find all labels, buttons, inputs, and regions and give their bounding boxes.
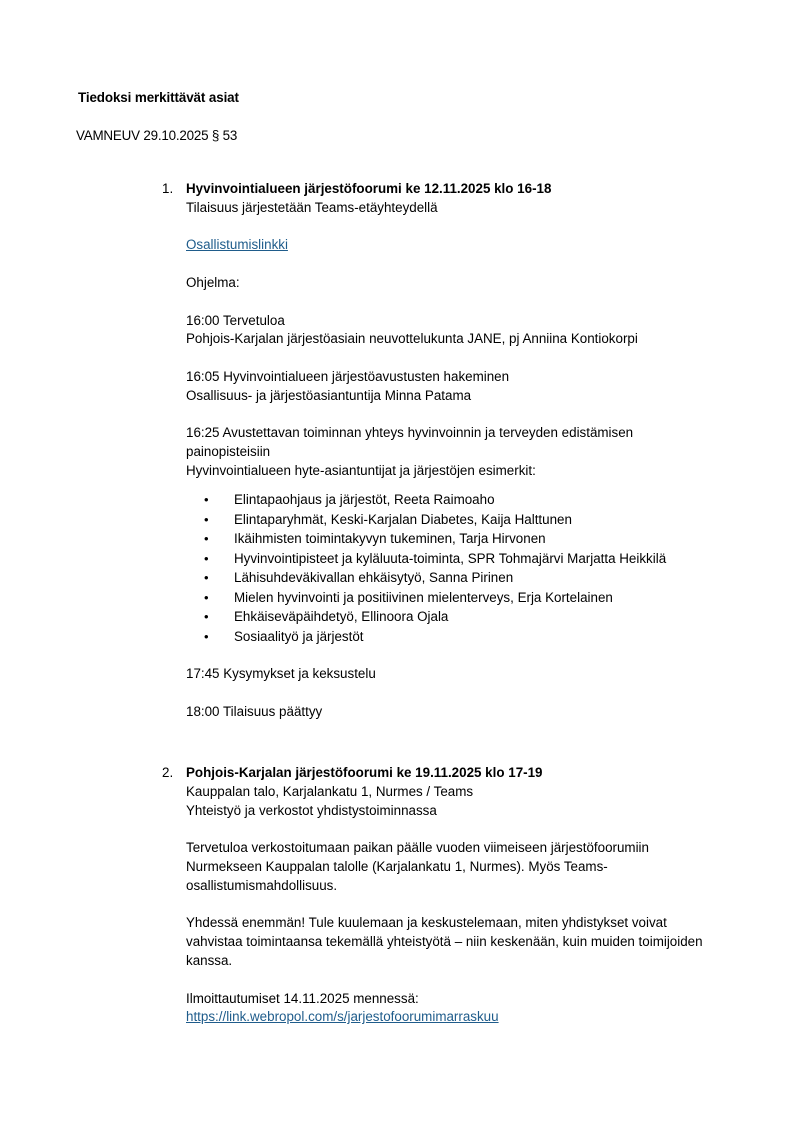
program-entry	[186, 368, 722, 406]
item-number: 2.	[162, 765, 174, 780]
event-location: Kauppalan talo, Karjalankatu 1, Nurmes / Teams	[186, 783, 474, 799]
agenda-item-1	[162, 180, 722, 722]
document-heading: Tiedoksi merkittävät asiat	[78, 90, 239, 105]
program-entry	[186, 312, 722, 350]
item-number: 1.	[162, 181, 174, 196]
registration-deadline: Ilmoittautumiset 14.11.2025 mennessä:	[186, 990, 419, 1006]
list-item: • Elintaparyhmät, Keski-Karjalan Diabetes, Kaija Halttunen	[186, 510, 722, 530]
program-detail: Pohjois-Karjalan järjestöasiain neuvottelukunta JANE, pj Anniina Kontiokorpi	[186, 331, 638, 347]
item-title: Pohjois-Karjalan järjestöfoorumi ke 19.11.2025 klo 17-19	[186, 765, 543, 780]
program-detail: Osallisuus- ja järjestöasiantuntija Minna Patama	[186, 387, 472, 403]
list-item: • Ehkäiseväpäihdetyö, Ellinoora Ojala	[186, 607, 722, 627]
item-subtitle: Tilaisuus järjestetään Teams-etäyhteydellä	[186, 199, 438, 215]
bullet-icon: •	[204, 570, 209, 586]
program-entry	[186, 424, 722, 646]
participation-link[interactable]: Osallistumislinkki	[186, 237, 288, 253]
program-time-title: 16:00 Tervetuloa	[186, 312, 285, 328]
meeting-reference: VAMNEUV 29.10.2025 § 53	[76, 128, 238, 143]
program-time-title: 18:00 Tilaisuus päättyy	[186, 703, 323, 719]
bullet-icon: •	[204, 531, 209, 547]
list-item: • Hyvinvointipisteet ja kyläluuta-toiminta, SPR Tohmajärvi Marjatta Heikkilä	[186, 549, 722, 569]
bullet-icon: •	[204, 589, 209, 605]
list-item: • Lähisuhdeväkivallan ehkäisytyö, Sanna Pirinen	[186, 568, 722, 588]
program-label: Ohjelma:	[186, 274, 240, 290]
event-paragraph: Yhdessä enemmän! Tule kuulemaan ja keskustelemaan, miten yhdistykset voivat vahvistaa toimintaansa tekemällä yhteistyötä – niin keskenään, kuin muiden toimijoiden kanssa.	[186, 915, 703, 968]
list-item: • Elintapaohjaus ja järjestöt, Reeta Raimoaho	[186, 490, 722, 510]
item-title: Hyvinvointialueen järjestöfoorumi ke 12.11.2025 klo 16-18	[186, 181, 552, 196]
program-time-title: 16:05 Hyvinvointialueen järjestöavustusten hakeminen	[186, 368, 510, 384]
program-time-title: 16:25 Avustettavan toiminnan yhteys hyvinvoinnin ja terveyden edistämisen painopisteisiin	[186, 425, 634, 460]
event-theme: Yhteistyö ja verkostot yhdistystoiminnassa	[186, 802, 437, 818]
program-detail: Hyvinvointialueen hyte-asiantuntijat ja järjestöjen esimerkit:	[186, 462, 536, 478]
list-item: • Sosiaalityö ja järjestöt	[186, 627, 722, 647]
list-item: • Ikäihmisten toimintakyvyn tukeminen, Tarja Hirvonen	[186, 529, 722, 549]
bullet-icon: •	[204, 492, 209, 508]
speaker-list	[186, 490, 722, 646]
bullet-icon: •	[204, 628, 209, 644]
bullet-icon: •	[204, 609, 209, 625]
registration-link[interactable]: https://link.webropol.com/s/jarjestofoorumimarraskuu	[186, 1009, 499, 1025]
event-paragraph: Tervetuloa verkostoitumaan paikan päälle vuoden viimeiseen järjestöfoorumiin Nurmekseen Kauppalan talolle (Karjalankatu 1, Nurmes). Myös Teams-osallistumismahdollisuus.	[186, 840, 649, 893]
agenda-item-2	[162, 764, 722, 1027]
bullet-icon: •	[204, 511, 209, 527]
program-time-title: 17:45 Kysymykset ja keksustelu	[186, 666, 376, 682]
bullet-icon: •	[204, 550, 209, 566]
list-item: • Mielen hyvinvointi ja positiivinen mielenterveys, Erja Kortelainen	[186, 588, 722, 608]
